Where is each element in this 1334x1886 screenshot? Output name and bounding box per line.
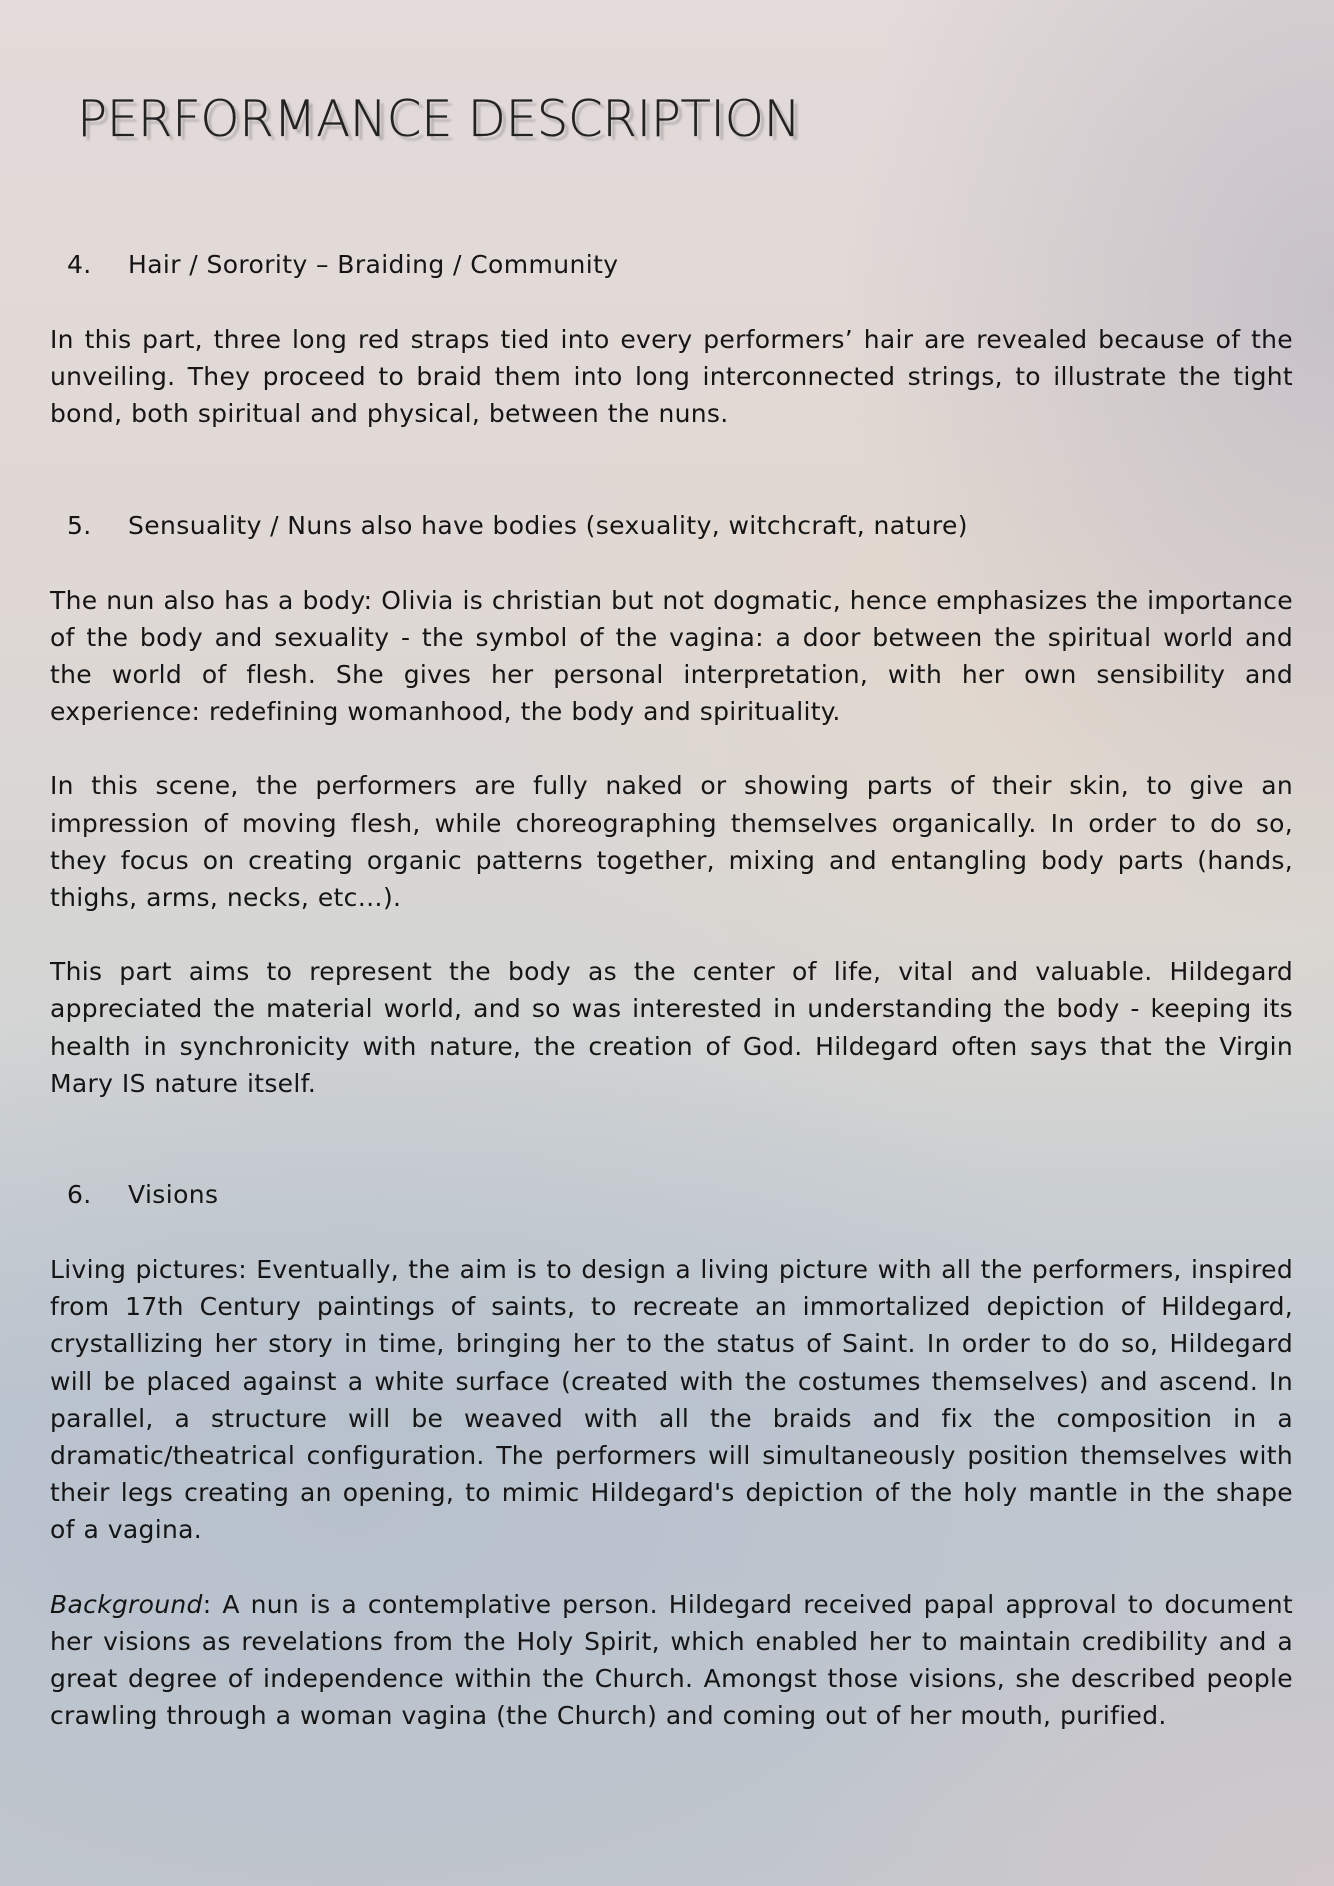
section-number: 6. <box>67 1180 92 1210</box>
section-title: Visions <box>128 1180 219 1210</box>
background-label: Background <box>50 1589 203 1619</box>
paragraph: The nun also has a body: Olivia is christian but not dogmatic, hence emphasizes the importance of the body and sexuality - the symbol of the vagina: a door between the spiritual world and the world of flesh. She gives her personal interpretation, with her own sensibility and experience: redefining womanhood, the body and spirituality. <box>50 585 1293 727</box>
background-paragraph <box>50 1586 1293 1735</box>
paragraph: Living pictures: Eventually, the aim is to design a living picture with all the performers, inspired from 17th Century paintings of saints, to recreate an immortalized depiction of Hildegard, crystallizing her story in time, bringing her to the status of Saint. In order to do so, Hildegard will be placed against a white surface (created with the costumes themselves) and ascend. In parallel, a structure will be weaved with all the braids and fix the composition in a dramatic/theatrical configuration. The performers will simultaneously position themselves with their legs creating an opening, to mimic Hildegard's depiction of the holy mantle in the shape of a vagina. <box>50 1255 1293 1545</box>
paragraph: In this part, three long red straps tied into every performers’ hair are revealed because of the unveiling. They proceed to braid them into long interconnected strings, to illustrate the tight bond, both spiritual and physical, between the nuns. <box>50 325 1293 429</box>
section-number: 5. <box>67 510 92 540</box>
section-heading-visions <box>50 1176 1293 1213</box>
section-title: Sensuality / Nuns also have bodies (sexuality, witchcraft, nature) <box>128 510 968 540</box>
paragraph: This part aims to represent the body as the center of life, vital and valuable. Hildegard appreciated the material world, and so was interested in understanding the body - keeping its health in synchronicity with nature, the creation of God. Hildegard often says that the Virgin Mary IS nature itself. <box>50 957 1293 1098</box>
paragraph: In this scene, the performers are fully naked or showing parts of their skin, to give an impression of moving flesh, while choreographing themselves organically. In order to do so, they focus on creating organic patterns together, mixing and entangling body parts (hands, thighs, arms, necks, etc…). <box>50 771 1293 913</box>
page-title: PERFORMANCE DESCRIPTION <box>77 90 801 148</box>
document-body <box>50 246 1293 1771</box>
section-heading-sensuality <box>50 507 1293 544</box>
section-title: Hair / Sorority – Braiding / Community <box>128 250 619 279</box>
section-number: 4. <box>67 250 92 279</box>
section-heading-hair-sorority <box>50 246 1293 283</box>
background-text: : A nun is a contemplative person. Hildegard received papal approval to document her visions as revelations from the Holy Spirit, which enabled her to maintain credibility and a great degree of independence within the Church. Amongst those visions, she described people crawling through a woman vagina (the Church) and coming out of her mouth, purified. <box>50 1589 1293 1731</box>
